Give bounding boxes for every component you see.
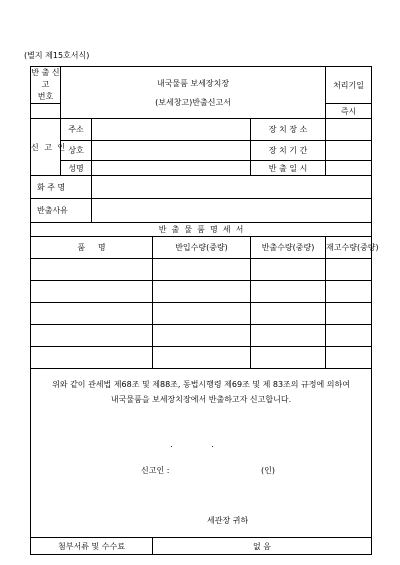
report-number-value[interactable] [31,104,61,119]
column-header-stock-qty: 재고수량(중량) [326,237,372,259]
item-name-cell[interactable] [31,325,153,347]
addressee: 세관장 귀하 [207,516,249,525]
out-qty-cell[interactable] [251,281,326,303]
item-row [31,347,372,369]
attachments-label: 첨부서류 및 수수료 [31,538,153,555]
declaration-date[interactable]: . . [170,440,232,449]
release-date-field[interactable] [326,161,372,176]
item-name-cell[interactable] [31,347,153,369]
signature-label: 신고인 : [141,466,170,475]
storage-period-label: 장 치 기 간 [251,141,326,161]
reason-field[interactable] [92,199,372,223]
storage-place-label: 장 치 장 소 [251,119,326,141]
name-field[interactable] [92,161,251,176]
trade-name-label: 상호 [61,141,92,161]
out-qty-cell[interactable] [251,259,326,281]
stock-qty-cell[interactable] [326,259,372,281]
column-header-item-name: 품 명 [31,237,153,259]
item-row [31,303,372,325]
attachments-value: 없 음 [153,538,372,555]
column-header-out-qty: 반출수량(중량) [251,237,326,259]
out-qty-cell[interactable] [251,325,326,347]
out-qty-cell[interactable] [251,303,326,325]
address-label: 주소 [61,119,92,141]
processing-period-value: 즉시 [326,104,372,119]
form-title-line1: 내국물품 보세장치장 [156,78,230,88]
report-number-label: 반 출 신 고 번호 [31,67,61,104]
stock-qty-cell[interactable] [326,281,372,303]
item-row [31,325,372,347]
stock-qty-cell[interactable] [326,325,372,347]
item-name-cell[interactable] [31,281,153,303]
declarant-section-label: 신 고 인 [31,119,61,176]
address-field[interactable] [92,119,251,141]
storage-place-field[interactable] [326,119,372,141]
item-name-cell[interactable] [31,303,153,325]
in-qty-cell[interactable] [153,325,251,347]
in-qty-cell[interactable] [153,347,251,369]
form-number-label: (별지 제15호서식) [24,51,90,60]
form-title [61,67,326,119]
owner-field[interactable] [92,176,372,199]
stock-qty-cell[interactable] [326,347,372,369]
item-row [31,281,372,303]
form-title-line2: (보세창고)반출신고서 [155,97,231,107]
in-qty-cell[interactable] [153,281,251,303]
statement-line2: 내국물품을 보세장치장에서 반출하고자 신고합니다. [110,395,292,404]
owner-label: 화 주 명 [31,176,92,199]
stock-qty-cell[interactable] [326,303,372,325]
out-qty-cell[interactable] [251,347,326,369]
trade-name-field[interactable] [92,141,251,161]
declaration-statement [31,369,372,538]
processing-period-label: 처리기일 [326,67,372,104]
item-row [31,259,372,281]
statement-line1: 위와 같이 관세법 제68조 및 제88조, 동법시행령 제69조 및 제 83조의 규정에 의하여 [52,380,350,389]
seal-mark: (인) [261,466,275,475]
item-name-cell[interactable] [31,259,153,281]
release-declaration-form [30,66,379,555]
release-date-label: 반 출 일 시 [251,161,326,176]
reason-label: 반출사유 [31,199,92,223]
storage-period-field[interactable] [326,141,372,161]
in-qty-cell[interactable] [153,259,251,281]
items-section-title: 반 출 물 품 명 세 서 [31,223,372,237]
name-label: 성명 [61,161,92,176]
column-header-in-qty: 반입수량(중량) [153,237,251,259]
in-qty-cell[interactable] [153,303,251,325]
